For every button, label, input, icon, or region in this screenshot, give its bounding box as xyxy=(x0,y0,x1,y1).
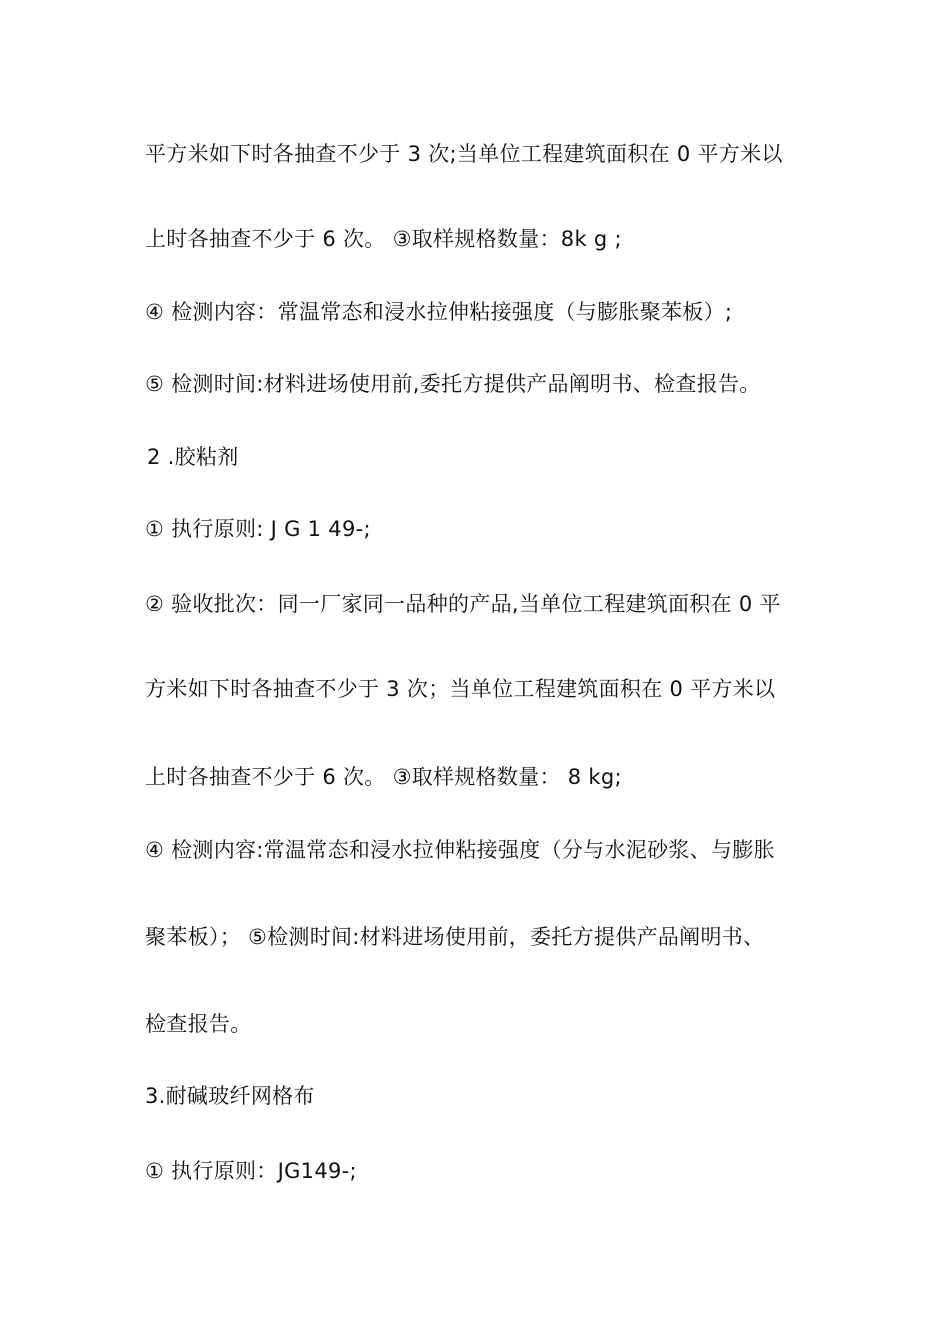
text-line: 平方米如下时各抽查不少于 3 次;当单位工程建筑面积在 0 平方米以 xyxy=(145,142,783,166)
text-line: 上时各抽查不少于 6 次。 ③取样规格数量： 8 kg; xyxy=(145,765,622,789)
text-line: ④ 检测内容:常温常态和浸水拉伸粘接强度（分与水泥砂浆、与膨胀 xyxy=(145,838,775,862)
text-line: 检查报告。 xyxy=(145,1012,252,1036)
text-line: ① 执行原则: J G 1 49-; xyxy=(145,517,371,541)
text-line: 上时各抽查不少于 6 次。 ③取样规格数量：8k g ; xyxy=(145,227,622,251)
text-line: ⑤ 检测时间:材料进场使用前,委托方提供产品阐明书、检查报告。 xyxy=(145,372,761,396)
text-line: ① 执行原则：JG149-; xyxy=(145,1159,357,1183)
text-line: ② 验收批次：同一厂家同一品种的产品,当单位工程建筑面积在 0 平 xyxy=(145,592,781,616)
text-line: 聚苯板）； ⑤检测时间:材料进场使用前，委托方提供产品阐明书、 xyxy=(145,925,765,949)
section-heading: 3.耐碱玻纤网格布 xyxy=(145,1084,315,1108)
text-line: ④ 检测内容：常温常态和浸水拉伸粘接强度（与膨胀聚苯板）; xyxy=(145,300,733,324)
text-line: 方米如下时各抽查不少于 3 次；当单位工程建筑面积在 0 平方米以 xyxy=(145,677,776,701)
section-heading: 2 .胶粘剂 xyxy=(147,445,239,469)
